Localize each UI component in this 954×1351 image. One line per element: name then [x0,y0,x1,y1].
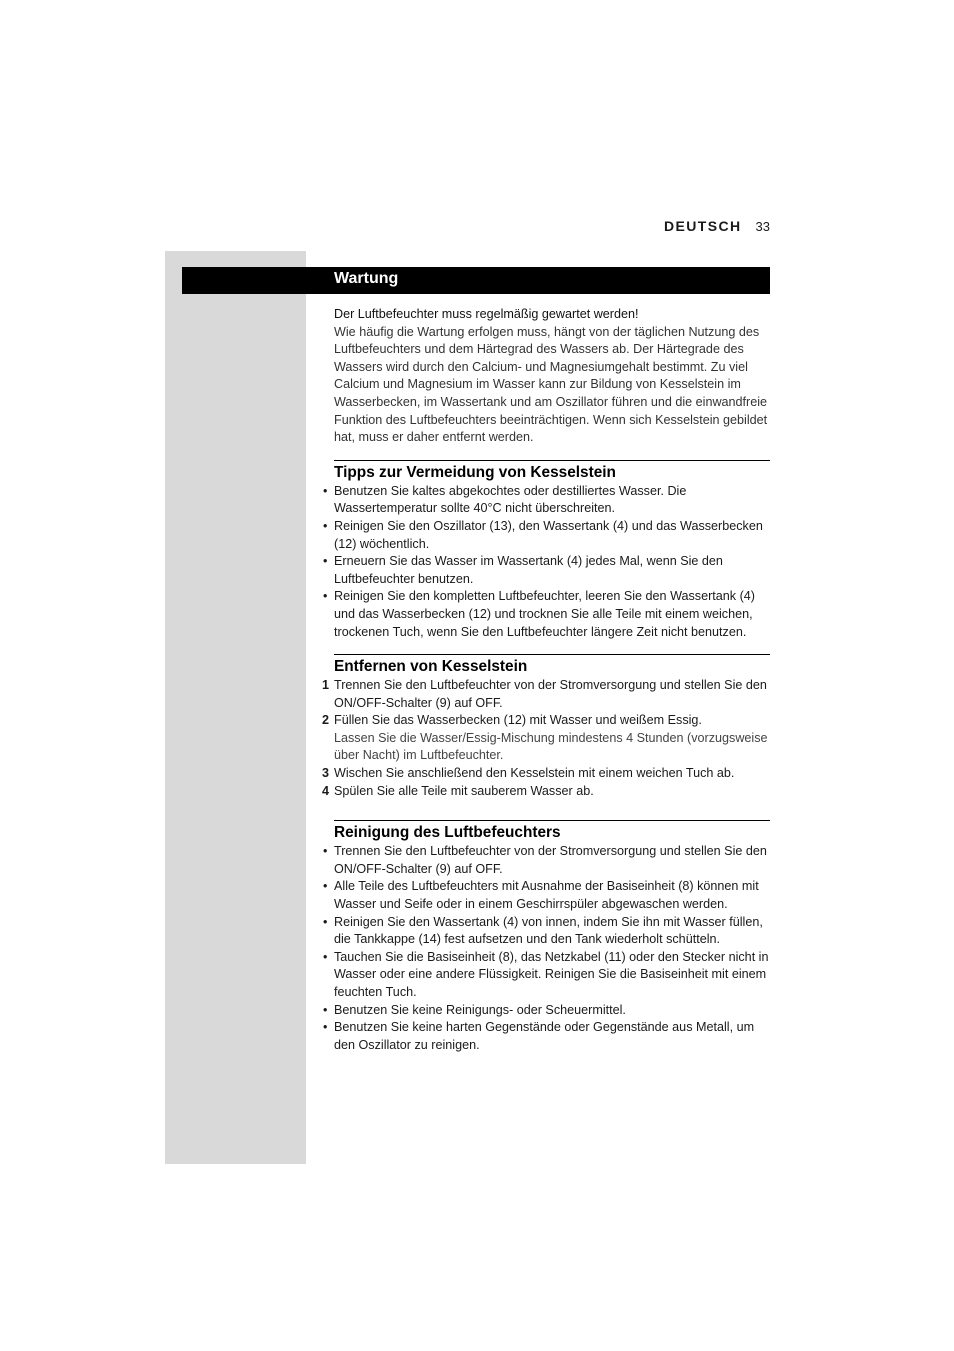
cleaning-list [334,843,770,1054]
list-item: • Alle Teile des Luftbefeuchters mit Ausnahme der Basiseinheit (8) können mit Wasser und Seife oder in einem Geschirrspüler abgewaschen werden. [334,878,770,913]
list-item: • Trennen Sie den Luftbefeuchter von der Stromversorgung und stellen Sie den ON/OFF-Schalter (9) auf OFF. [334,843,770,878]
page-title: Wartung [334,270,399,287]
tips-list [334,483,770,641]
step-item [322,783,770,801]
list-item: • Reinigen Sie den Wassertank (4) von innen, indem Sie ihn mit Wasser füllen, die Tankkappe (14) fest aufsetzen und den Tank wiederholt schütteln. [334,914,770,949]
intro-text: Wie häufig die Wartung erfolgen muss, hängt von der täglichen Nutzung des Luftbefeuchters und dem Härtegrad des Wassers ab. Der Härtegrade des Wassers wird durch den Calcium- und Magnesiumgehalt bestimmt. Zu viel Calcium und Magnesium im Wasser kann zur Bildung von Kesselstein im Wasserbecken, im Wassertank und am Oszillator führen und die einwandfreie Funktion des Luftbefeuchters beeinträchtigen. Wenn sich Kesselstein gebildet hat, muss er daher entfernt werden. [334,324,768,445]
page-header [600,218,770,234]
tips-section [334,460,770,641]
page-number: 33 [755,219,770,234]
cleaning-heading: Reinigung des Luftbefeuchters [334,824,561,842]
list-item: • Benutzen Sie kaltes abgekochtes oder destilliertes Wasser. Die Wassertemperatur sollte 40°C nicht überschreiten. [334,483,770,518]
step-item [322,712,770,765]
list-item: • Tauchen Sie die Basiseinheit (8), das Netzkabel (11) oder den Stecker nicht in Wasser oder eine andere Flüssigkeit. Reinigen Sie die Basiseinheit mit einem feuchten Tuch. [334,949,770,1002]
cleaning-section [334,820,770,1054]
sidebar-panel [165,251,306,1164]
section-title-bar [182,267,770,294]
step-number: 4 [322,783,330,798]
descale-section [322,654,770,800]
tips-heading: Tipps zur Vermeidung von Kesselstein [334,463,616,481]
step-item [322,677,770,712]
list-item: • Benutzen Sie keine Reinigungs- oder Scheuermittel. [334,1002,770,1020]
list-item: • Reinigen Sie den Oszillator (13), den Wassertank (4) und das Wasserbecken (12) wöchentlich. [334,518,770,553]
intro-lead: Der Luftbefeuchter muss regelmäßig gewartet werden! [334,307,639,321]
step-text: Spülen Sie alle Teile mit sauberem Wasser ab. [334,783,594,798]
descale-heading: Entfernen von Kesselstein [334,658,528,676]
step-text: Füllen Sie das Wasserbecken (12) mit Wasser und weißem Essig. [334,713,702,728]
list-item: • Erneuern Sie das Wasser im Wassertank (4) jedes Mal, wenn Sie den Luftbefeuchter benutzen. [334,553,770,588]
step-number: 3 [322,766,330,781]
step-number: 2 [322,713,330,728]
step-number: 1 [322,678,330,693]
step-item [322,765,770,783]
language-label: DEUTSCH [664,218,742,234]
descale-steps [322,677,770,800]
list-item: • Benutzen Sie keine harten Gegenstände oder Gegenstände aus Metall, um den Oszillator zu reinigen. [334,1019,770,1054]
step-text: Trennen Sie den Luftbefeuchter von der Stromversorgung und stellen Sie den ON/OFF-Schalter (9) auf OFF. [334,678,767,710]
main-content [322,306,770,1054]
list-item: • Reinigen Sie den kompletten Luftbefeuchter, leeren Sie den Wassertank (4) und das Wasserbecken (12) und trocknen Sie alle Teile mit einem weichen, trockenen Tuch, wenn Sie den Luftbefeuchter längere Zeit nicht benutzen. [334,588,770,641]
step-note: Lassen Sie die Wasser/Essig-Mischung mindestens 4 Stunden (vorzugsweise über Nacht) im Luftbefeuchter. [334,730,768,763]
step-text: Wischen Sie anschließend den Kesselstein mit einem weichen Tuch ab. [334,766,735,781]
